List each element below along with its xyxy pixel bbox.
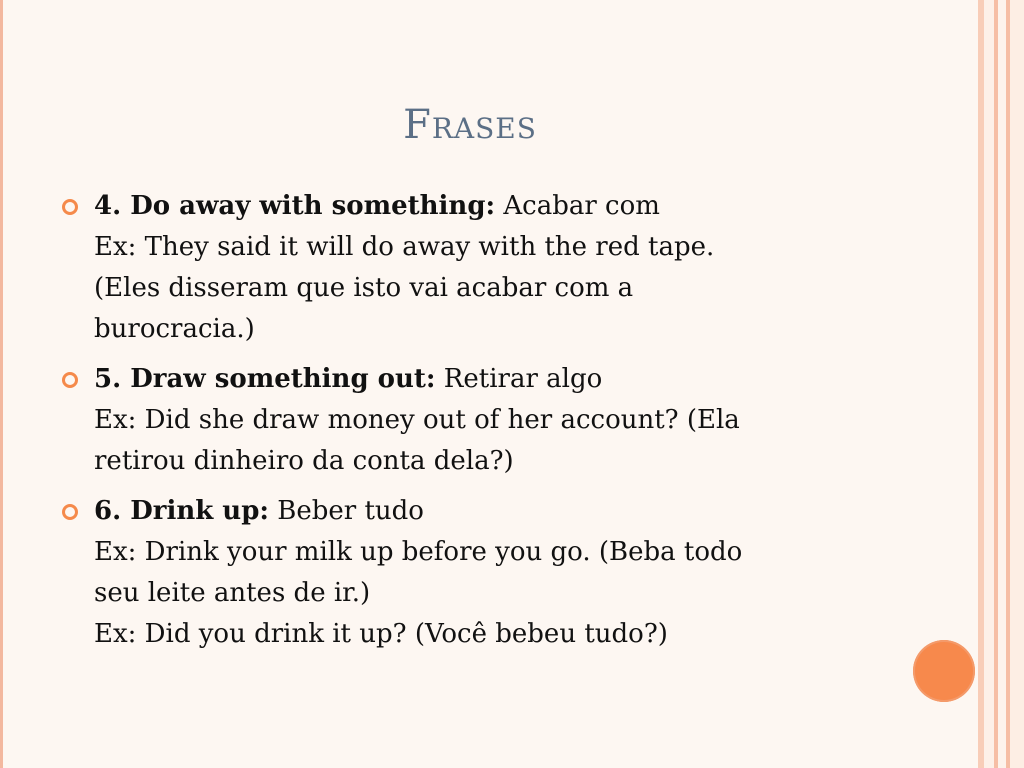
bullet-list: [62, 186, 892, 664]
example-line: retirou dinheiro da conta dela?): [94, 446, 514, 476]
bullet-ring-icon: [62, 372, 78, 388]
decorative-stripe: [984, 0, 994, 768]
example-line: burocracia.): [94, 314, 255, 344]
phrasal-verb-term: 4. Do away with something:: [94, 191, 496, 221]
term-meaning: Retirar algo: [443, 364, 603, 394]
bullet-ring-icon: [62, 504, 78, 520]
term-meaning: Acabar com: [503, 191, 660, 221]
decorative-circle: [913, 640, 975, 702]
example-line: seu leite antes de ir.): [94, 578, 371, 608]
phrasal-verb-term: 5. Draw something out:: [94, 364, 436, 394]
list-item: [62, 491, 892, 655]
decorative-stripe: [1010, 0, 1024, 768]
slide-title: Frases: [403, 102, 537, 148]
phrasal-verb-term: 6. Drink up:: [94, 496, 269, 526]
decorative-stripe: [998, 0, 1006, 768]
item-heading-line: [94, 359, 892, 400]
list-item: [62, 186, 892, 350]
example-line: Ex: They said it will do away with the red tape.: [94, 232, 715, 262]
example-line: (Eles disseram que isto vai acabar com a: [94, 273, 634, 303]
item-heading-line: [94, 186, 892, 227]
example-line: Ex: Drink your milk up before you go. (Beba todo: [94, 537, 743, 567]
bullet-ring-icon: [62, 199, 78, 215]
list-item: [62, 359, 892, 482]
term-meaning: Beber tudo: [277, 496, 424, 526]
example-line: Ex: Did you drink it up? (Você bebeu tudo?): [94, 619, 668, 649]
item-heading-line: [94, 491, 892, 532]
example-line: Ex: Did she draw money out of her account? (Ela: [94, 405, 740, 435]
